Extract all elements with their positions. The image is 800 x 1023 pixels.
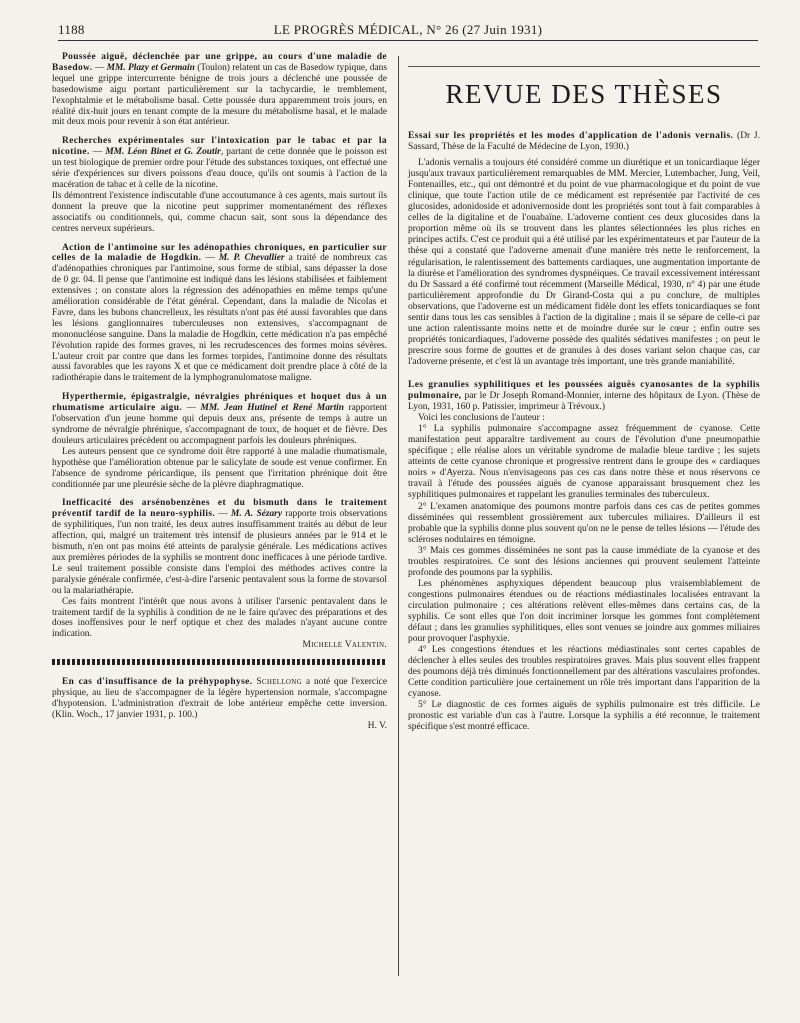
- abstract-arsenobenzenes: Inefficacité des arsénobenzènes et du bismuth dans le traitement préventif tardif de la neuro-syphilis. — M. A. Sézary rapporte trois observations de syphilitiques, l'un non traité, les deux autres insuffisamment traités au début de leur affection, qui, malgré un traitement très intensif de plusieurs années par le 914 et le bismuth, n'en ont pas moins été atteints de paralysie générale. Les médications actives aux premières périodes de la syphilis se montrent donc inefficaces à une période tardive. Le seul traitement possible consiste dans l'emploi des méthodes actives contre la paralysie générale confirmée, c'est-à-dire l'arsenic pentavalent sous la forme de stovarsol ou la malariathérapie. Ces faits montrent l'intérêt que nous avons à utiliser l'arsenic pentavalent dans le traitement tardif de la syphilis à condition de ne le faire qu'avec des préparations et des doses inoffensives pour le nerf optique et chez des malades n'ayant aucune contre indication. Michelle Valentin.: [52, 498, 388, 651]
- abstract-body: a traité de nombreux cas d'adénopathies chroniques par l'antimoine, sous forme de stibial, sans dépasser la dose de 0 gr. 04. Il pense que l'antimoine est indiqué dans les lésions stabilisées et faiblement extensives ; on constate alors la régression des adénopathies en même temps qu'une amélioration considérable de l'état général. Cependant, dans la maladie de Nicolas et Favre, dans les bubons chancrelleux, les résultats n'ont pas été aussi favorables que dans les lésions ganglionnaires tuberculeuses non extensives, s'accompagnant de mononucléose sanguine. Dans la maladie de Hogdkin, cette médication n'a pas empêché l'évolution rapide des formes graves, ni les recrudescences des formes moins sévères. L'auteur croit par contre que dans les formes torpides, l'antimoine donne des résultats aussi favorables que les rayons X et que ce médicament doit prendre place à côté de la radiothérapie dans le traitement de la lymphogranulomatose maligne.: [52, 253, 387, 384]
- thesis-intro: Voici les conclusions de l'auteur :: [418, 413, 545, 424]
- thesis-adonis: [408, 131, 760, 368]
- abstract-body: rapporte trois observations de syphilitiques, l'un non traité, les deux autres insuffisamment traités au début de leur affection, qui, malgré un traitement très intensif de plusieurs années par le 914 et le bismuth, n'en ont pas moins été atteints de paralysie générale. Les médications actives aux premières périodes de la syphilis se montrent donc inefficaces à une période tardive. Le seul traitement possible consiste dans l'emploi des méthodes actives contre la paralysie générale confirmée, c'est-à-dire l'arsenic pentavalent sous la forme de stovarsol ou la malariathérapie.: [52, 509, 388, 596]
- abstract-body: (Toulon) relatent un cas de Basedow typique, dans lequel une grippe intercurrente bénigne de trois jours a déclenché une poussée de basedowisme aigu portant particulièrement sur la tachycardie, le tremblement, l'exophtalmie et le métabolisme basal. Cette poussée dura apparemment trois jours, en réalité dix-huit jours en tenant compte de la mesure du métabolisme basal, et le malade mit deux mois pour revenir à son état antérieur.: [52, 62, 387, 128]
- abstract-authors: MM. Léon Binet et G. Zoutir: [105, 147, 221, 158]
- thesis-body: L'adonis vernalis a toujours été considéré comme un diurétique et un tonicardiaque léger jusqu'aux travaux particulièrement remarquables de MM. Mercier, Lutembacher, Jung, Veil, Fontenailles, etc., qui ont démontré et du point de vue pharmacologique et du point de vue clinique, que toute l'action utile de ce médicament est représentée par l'activité de ces glucosides, adonidoside et adonivernoside dont les propriétés sont tout à fait comparables à celles de la digitaline et de l'ouabaïne. L'adoverne contient ces deux glucosides dans la proportion même où ils se trouvent dans les plantes sélectionnées les plus riches en principes actifs. C'est ce produit qui a été utilisé par les expérimentateurs et par l'auteur de la thèse qui a constaté que l'adoverne amenait d'une manière très nette le renforcement, la régularisation, le ralentissement des battements cardiaques, une augmentation importante de la diurèse et l'amélioration des syndromes dyspnéiques. Ce travail excessivement intéressant du Dr Sassard a été confirmé tout récemment (Marseille Médical, 1930, n° 4) par une étude particulièrement approfondie du Dr Girand-Costa qui a pu conclure, de multiples observations, que l'adoverne est un médicament fidèle dont les effets tonicardiaques se font sentir dans tous les cas sensibles à l'action de la digitaline ; mais il se sépare de celle-ci par une action ralentissante moins nette et de moindre durée sur le cœur ; enfin outre ses propriétés tonicardiaques, l'adoverne possède des qualités sédatives manifestes ; on peut le prescrire sous forme de gouttes et de granules à des doses variant selon chaque cas, car l'adoverne présente, et c'est là un avantage très important, une très grande maniabilité.: [408, 158, 760, 367]
- abstract-title: Poussée aiguë, déclenchée par une grippe, au cours d'une maladie de Basedow.: [52, 52, 387, 73]
- abstract-authors: MM. Plazy et Germain: [106, 62, 195, 73]
- section-banner: REVUE DES THÈSES: [445, 79, 723, 109]
- abstract-title: Hyperthermie, épigastralgie, névralgies phréniques et hoquet dus à un rhumatisme articulaire aigu.: [52, 392, 387, 414]
- abstract-title: Action de l'antimoine sur les adénopathies chroniques, en particulier sur celles de la maladie de Hogdkin.: [52, 242, 387, 264]
- abstract-paragraph: Ces faits montrent l'intérêt que nous avons à utiliser l'arsenic pentavalent dans le traitement tardif de la syphilis à condition de ne le faire qu'avec des préparations et des doses inoffensives pour le nerf optique et chez des malades n'ayant aucune contre indication.: [52, 596, 387, 640]
- abstract-title: Recherches expérimentales sur l'intoxication par le tabac et par la nicotine.: [52, 136, 387, 158]
- running-header: [58, 20, 758, 41]
- abstract-hyperthermie: Hyperthermie, épigastralgie, névralgies phréniques et hoquet dus à un rhumatisme articulaire aigu. — MM. Jean Hutinel et René Martin rapportent l'observation d'un jeune homme qui depuis deux ans, présente de temps à autre un syndrome de névralgie phrénique, s'accompagnant de toux, de hoquet et de fièvre. Des douleurs articulaires précèdent ou accompagnent parfois les douleurs phréniques. Les auteurs pensent que ce syndrome doit être rapporté à une maladie rhumatismale, hypothèse que l'amélioration obtenue par le salicylate de soude est venue confirmer. En l'absence de syndrome péricardique, ils pensent que l'irritation phrénique doit être conditionnée par une pleurésie sèche de la plèvre diaphragmatique.: [52, 392, 388, 490]
- journal-title: LE PROGRÈS MÉDICAL, N° 26 (27 Juin 1931): [273, 22, 543, 37]
- abstract-authors: Schellong: [256, 677, 302, 688]
- abstract-authors: M. A. Sézary: [231, 509, 282, 520]
- abstract-authors: MM. Jean Hutinel et René Martin: [200, 403, 344, 414]
- signature: H. V.: [367, 720, 387, 731]
- conclusion-5: 5° Le diagnostic de ces formes aiguës de syphilis pulmonaire est très difficile. Le pronostic est variable d'un cas à l'autre. Lorsque la syphilis a été reconnue, le traitement spécifique s'est montré efficace.: [408, 700, 760, 733]
- thesis-granulies: [408, 380, 760, 734]
- conclusion-4: 4° Les congestions étendues et les réactions médiastinales sont certes capables de déclencher à elles seules des troubles respiratoires graves. Mais plus souvent elles frappent des poumons déjà très diminués fonctionnellement par des altérations vasculaires profondes. Cette condition particulière joue certainement un rôle très important dans l'apparition de la cyanose.: [408, 645, 760, 700]
- conclusion-3b: Les phénomènes asphyxiques dépendent beaucoup plus vraisemblablement de congestions pulmonaires étendues ou de réactions médiastinales localisées entravant la circulation pulmonaire ; ces altérations relèvent elles-mêmes dans certains cas, de la syphilis. Ce sont elles que l'on doit incriminer lorsque les gommes font complètement défaut ; dans les granulies syphilitiques, elles sont venues se joindre aux gommes miliaires pour provoquer l'asphyxie.: [408, 578, 760, 645]
- abstract-paragraph: Les auteurs pensent que ce syndrome doit être rapporté à une maladie rhumatismale, hypothèse que l'amélioration obtenue par le salicylate de soude est venue confirmer. En l'absence de syndrome péricardique, ils pensent que l'irritation phrénique doit être conditionnée par une pleurésie sèche de la plèvre diaphragmatique.: [52, 446, 387, 490]
- abstract-body: rapportent l'observation d'un jeune homme qui depuis deux ans, présente de temps à autre un syndrome de névralgie phrénique, s'accompagnant de toux, de hoquet et de fièvre. Des douleurs articulaires précèdent ou accompagnent parfois les douleurs phréniques.: [52, 403, 388, 446]
- abstract-paragraph: Ils démontrent l'existence indiscutable d'une accoutumance à ces agents, mais surtout ils donnent la preuve que la nicotine peut supprimer momentanément des réflexes associatifs ou conditionnels, qui, comme chacun sait, sont sous la dépendance des centres nerveux supérieurs.: [52, 190, 387, 234]
- banner-rule: [408, 66, 760, 67]
- abstract-title: Inefficacité des arsénobenzènes et du bismuth dans le traitement préventif tardif de la neuro-syphilis.: [52, 498, 387, 520]
- dotted-separator: [52, 659, 387, 665]
- thesis-meta: (Dr J. Sassard, Thèse de la Faculté de Médecine de Lyon, 1930.): [408, 131, 760, 153]
- conclusion-2: 2° L'examen anatomique des poumons montre parfois dans ces cas de petites gommes disséminées qui ressemblent grossièrement aux tubercules miliaires. D'ailleurs il est probable que la syphilis donne plus souvent qu'on ne le pense de telles lésions — l'étude des scléroses nodulaires en témoigne.: [408, 501, 760, 545]
- abstract-authors: M. P. Chevallier: [218, 253, 285, 264]
- thesis-title: Essai sur les propriétés et les modes d'application de l'adonis vernalis.: [408, 131, 734, 141]
- conclusion-3: 3° Mais ces gommes disséminées ne sont pas la cause immédiate de la cyanose et des troubles respiratoires. Ce sont des lésions anciennes qui prouvent seulement l'atteinte profonde des poumons par la syphilis.: [408, 545, 760, 578]
- abstract-body: a noté que l'exercice physique, au lieu de s'accompagner de la légère hypertension normale, s'accompagne d'hypotension. L'administration d'extrait de lobe antérieur empêche cette inversion. (Klin. Woch., 17 janvier 1931, p. 100.): [52, 677, 388, 720]
- conclusion-1: 1° La syphilis pulmonaire s'accompagne assez fréquemment de cyanose. Cette manifestation peut apparaître tardivement au cours de l'évolution d'une pneumopathie spécifique ; elle réalise alors un véritable syndrome de maladie bleue tardive ; les sujets atteints de cette cyanose chronique et progressive rentrent dans le groupe des « cardiaques noirs » d'Ayerza. Nous n'envisageons pas ces cas dans notre thèse et nous réservons ce travail à l'étude des poussées aiguës de cyanose apparaissant brusquement chez les syphilitiques pulmonaires et rappelant les granulies terminales des tuberculeux.: [408, 424, 760, 501]
- right-column: [408, 52, 760, 741]
- thesis-title: Les granulies syphilitiques et les poussées aiguës cyanosantes de la syphilis pulmonaire,: [408, 379, 760, 402]
- abstract-body: , partant de cette donnée que le poisson est un test biologique de premier ordre pour l'étude des substances toxiques, ont effectué une série d'expériences sur divers poissons d'eau douce, qu'ils ont soumis à l'action de la macération de tabac et à celle de la nicotine.: [52, 147, 388, 190]
- left-column: [52, 52, 387, 740]
- abstract-title: En cas d'insuffisance de la préhypophyse.: [62, 677, 253, 688]
- abstract-antimoine: Action de l'antimoine sur les adénopathies chroniques, en particulier sur celles de la maladie de Hogdkin. — M. P. Chevallier a traité de nombreux cas d'adénopathies chroniques par l'antimoine, sous forme de stibial, sans dépasser la dose de 0 gr. 04. Il pense que l'antimoine est indiqué dans les lésions stabilisées et faiblement extensives ; on constate alors la régression des adénopathies en même temps qu'une amélioration considérable de l'état général. Cependant, dans la maladie de Nicolas et Favre, dans les bubons chancrelleux, les résultats n'ont pas été aussi favorables que dans les lésions ganglionnaires tuberculeuses non extensives, s'accompagnant de mononucléose sanguine. Dans la maladie de Hogdkin, cette médication n'a pas empêché l'évolution rapide des formes graves, ni les recrudescences des formes moins sévères. L'auteur croit par contre que dans les formes torpides, l'antimoine donne des résultats aussi favorables que les rayons X et que ce médicament doit prendre place à côté de la radiothérapie dans le traitement de la lymphogranulomatose maligne.: [52, 242, 387, 384]
- signature: Michelle Valentin.: [302, 640, 387, 651]
- thesis-meta: par le Dr Joseph Romand-Monnier, interne des hôpitaux de Lyon. (Thèse de Lyon, 1931, 160 p. Patissier, imprimeur à Trévoux.): [408, 391, 760, 413]
- abstract-prehypophyse: [52, 677, 387, 732]
- abstract-tabac-nicotine: Recherches expérimentales sur l'intoxication par le tabac et par la nicotine. — MM. Léon Binet et G. Zoutir, partant de cette donnée que le poisson est un test biologique de premier ordre pour l'étude des substances toxiques, ont effectué une série d'expériences sur divers poissons d'eau douce, qu'ils ont soumis à l'action de la macération de tabac et à celle de la nicotine. Ils démontrent l'existence indiscutable d'une accoutumance à ces agents, mais surtout ils donnent la preuve que la nicotine peut supprimer momentanément des réflexes associatifs ou conditionnels, qui, comme chacun sait, sont sous la dépendance des centres nerveux supérieurs.: [52, 136, 388, 234]
- column-divider: [398, 56, 399, 976]
- abstract-basedow: Poussée aiguë, déclenchée par une grippe, au cours d'une maladie de Basedow. — MM. Plazy et Germain (Toulon) relatent un cas de Basedow typique, dans lequel une grippe intercurrente bénigne de trois jours a déclenché une poussée de basedowisme aigu portant particulièrement sur la tachycardie, le tremblement, l'exophtalmie et le métabolisme basal. Cette poussée dura apparemment trois jours, en réalité dix-huit jours en tenant compte de la mesure du métabolisme basal, et le malade mit deux mois pour revenir à son état antérieur.: [52, 52, 387, 128]
- page-number: 1188: [58, 22, 85, 37]
